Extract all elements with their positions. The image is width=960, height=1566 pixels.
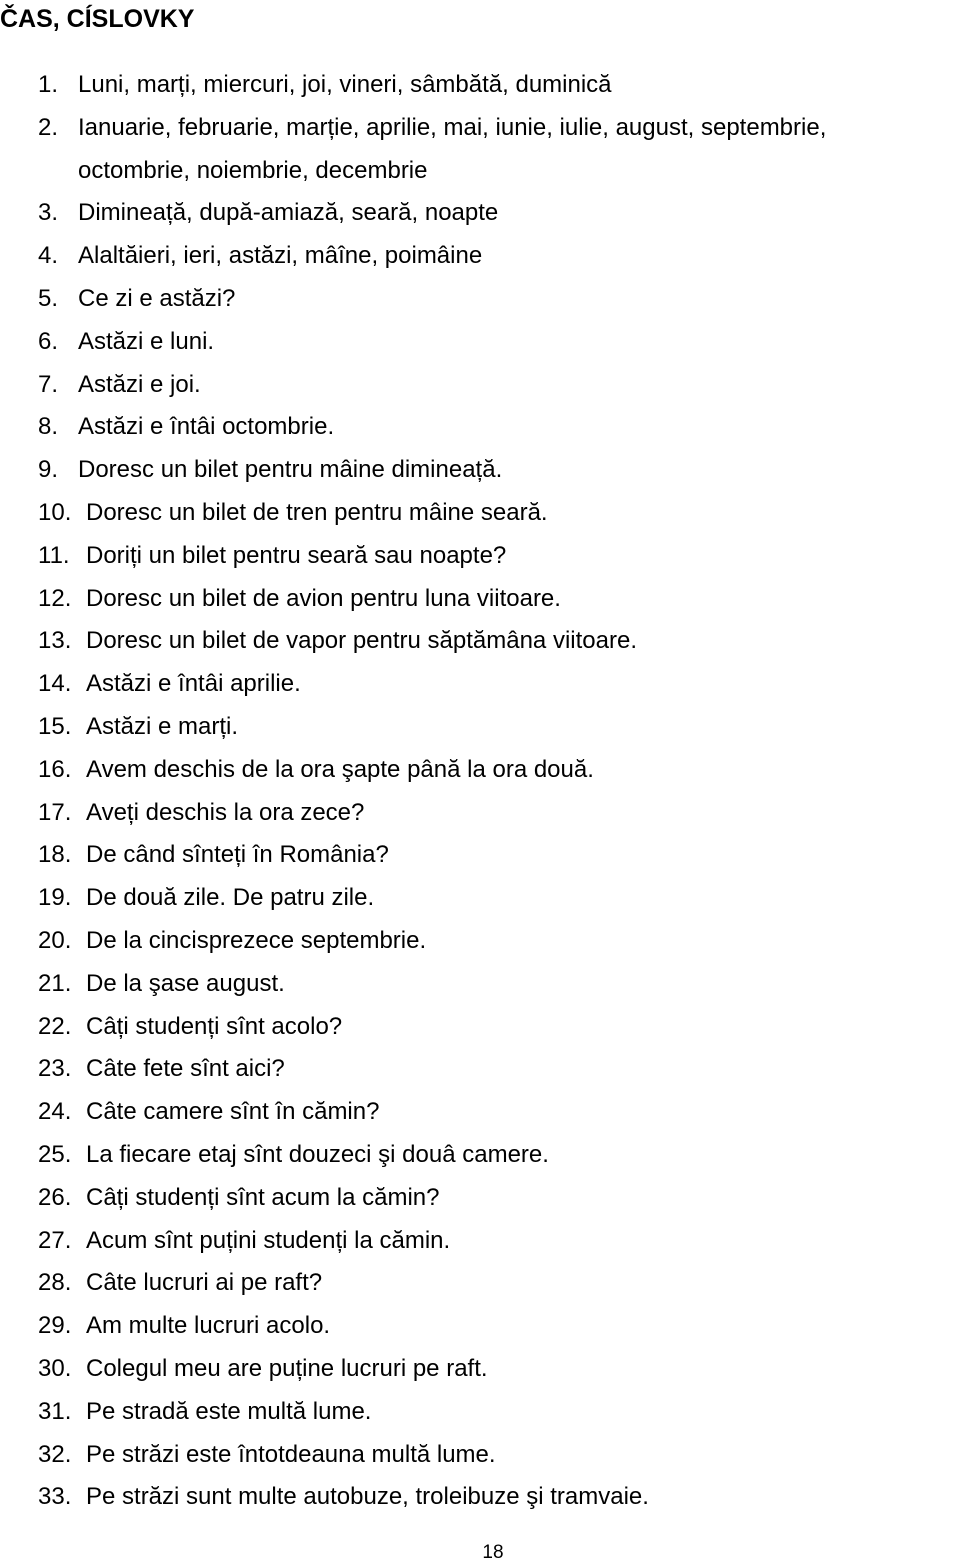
list-item-text: Luni, marți, miercuri, joi, vineri, sâmbătă, duminică: [78, 71, 612, 98]
list-item: [0, 535, 960, 578]
list-item: [0, 107, 960, 150]
list-item-text: Avem deschis de la ora şapte până la ora două.: [86, 755, 594, 783]
list-item: [0, 1048, 960, 1091]
list-item: [0, 1305, 960, 1348]
list-item-text: Acum sînt puțini studenți la cămin.: [86, 1226, 451, 1254]
list-item-number: 20.: [38, 926, 72, 954]
list-item: [0, 1006, 960, 1049]
list-item-number: 2.: [38, 113, 59, 141]
list-item-text: Doriți un bilet pentru seară sau noapte?: [86, 541, 507, 569]
list-item-number: 10.: [38, 498, 72, 526]
list-item-text: Colegul meu are puține lucruri pe raft.: [86, 1354, 488, 1382]
list-item-text: Astăzi e luni.: [78, 327, 215, 355]
list-item-text: Pe străzi sunt multe autobuze, troleibuze şi tramvaie.: [86, 1483, 649, 1511]
list-item: [0, 492, 960, 535]
list-item: [0, 578, 960, 621]
list-item-number: 17.: [38, 798, 72, 826]
list-item-text: Astăzi e întâi aprilie.: [86, 670, 301, 698]
list-item-text: Câte camere sînt în cămin?: [86, 1098, 380, 1126]
list-item: [0, 1434, 960, 1477]
list-item-text: octombrie, noiembrie, decembrie: [78, 156, 428, 184]
list-item: [0, 406, 960, 449]
list-item-number: 32.: [38, 1440, 72, 1468]
list-item-text: Astăzi e marți.: [86, 712, 239, 740]
list-item: [0, 920, 960, 963]
list-item-number: 13.: [38, 627, 72, 655]
list-item-number: 22.: [38, 1012, 72, 1040]
list-item: [0, 963, 960, 1006]
list-item: [0, 749, 960, 792]
list-item: [0, 663, 960, 706]
list-item-text: Doresc un bilet pentru mâine dimineață.: [78, 456, 503, 484]
list-item: [0, 1091, 960, 1134]
list-item-number: 11.: [38, 541, 70, 569]
list-item: [0, 449, 960, 492]
list-item-number: 27.: [38, 1226, 72, 1254]
list-item-number: 8.: [38, 413, 59, 441]
list-item-number: 5.: [38, 284, 59, 312]
list-item-text: Am multe lucruri acolo.: [86, 1312, 331, 1340]
list-item-number: 26.: [38, 1183, 72, 1211]
list-item-text: Ce zi e astăzi?: [78, 284, 236, 312]
list-item-text: La fiecare etaj sînt douzeci şi douâ camere.: [86, 1140, 549, 1168]
list-item: [0, 321, 960, 364]
list-item: [0, 792, 960, 835]
list-item-text: Dimineață, după-amiază, seară, noapte: [78, 199, 499, 227]
list-item-number: 4.: [38, 242, 59, 270]
list-item-text: De două zile. De patru zile.: [86, 884, 375, 912]
page-title: ČAS, CÍSLOVKY: [0, 5, 195, 33]
list-item-number: 7.: [38, 370, 59, 398]
list-item-number: 24.: [38, 1098, 72, 1126]
list-item: [0, 1177, 960, 1220]
list-item-number: 12.: [38, 584, 72, 612]
list-item-number: 28.: [38, 1269, 72, 1297]
list-item-text: Astăzi e întâi octombrie.: [78, 413, 335, 441]
list-item: [0, 278, 960, 321]
list-item-number: 33.: [38, 1483, 72, 1511]
list-item: [0, 834, 960, 877]
list-item-number: 18.: [38, 841, 72, 869]
list-item-text: Pe stradă este multă lume.: [86, 1397, 372, 1425]
list-item: [0, 1262, 960, 1305]
list-item-text: Doresc un bilet de vapor pentru săptămâna viitoare.: [86, 627, 637, 655]
list-item-text: Alaltăieri, ieri, astăzi, mâîne, poimâine: [78, 242, 483, 270]
list-item-number: 25.: [38, 1140, 72, 1168]
list-item-number: 31.: [38, 1397, 72, 1425]
list-item-number: 1.: [38, 71, 59, 98]
list-item-number: 29.: [38, 1312, 72, 1340]
page-number: 18: [482, 1542, 504, 1563]
list-item-number: 14.: [38, 670, 72, 698]
list-item: [0, 1220, 960, 1263]
list-item-number: 19.: [38, 884, 72, 912]
list-item-text: Doresc un bilet de avion pentru luna viitoare.: [86, 584, 561, 612]
list-item-number: 16.: [38, 755, 72, 783]
list-item-text: De la şase august.: [86, 969, 285, 997]
list-item: [0, 1348, 960, 1391]
list-item: [0, 235, 960, 278]
list-item-text: Aveți deschis la ora zece?: [86, 798, 365, 826]
list-item: [0, 877, 960, 920]
numbered-list: [0, 64, 960, 1519]
list-item-number: 23.: [38, 1055, 72, 1083]
list-item-number: 15.: [38, 712, 72, 740]
list-item: [0, 1134, 960, 1177]
list-item-number: 3.: [38, 199, 59, 227]
list-item: [0, 706, 960, 749]
list-item-text: Astăzi e joi.: [78, 370, 201, 398]
list-item: [0, 364, 960, 407]
list-item-number: 9.: [38, 456, 59, 484]
list-item-text: Doresc un bilet de tren pentru mâine seară.: [86, 498, 548, 526]
list-item-text: De când sînteți în România?: [86, 841, 389, 869]
list-item-text: Câți studenți sînt acum la cămin?: [86, 1183, 440, 1211]
list-item-number: 6.: [38, 327, 59, 355]
list-item-text: Câți studenți sînt acolo?: [86, 1012, 343, 1040]
list-item-text: De la cincisprezece septembrie.: [86, 926, 427, 954]
list-item-text: Câte lucruri ai pe raft?: [86, 1269, 323, 1297]
list-item-continuation: [0, 150, 960, 193]
list-item-number: 21.: [38, 969, 72, 997]
list-item-text: Ianuarie, februarie, marție, aprilie, mai, iunie, iulie, august, septembrie,: [78, 113, 827, 141]
list-item: [0, 1476, 960, 1519]
list-item-text: Câte fete sînt aici?: [86, 1055, 285, 1083]
list-item: [0, 64, 960, 107]
list-item: [0, 192, 960, 235]
list-item: [0, 1391, 960, 1434]
list-item: [0, 620, 960, 663]
list-item-text: Pe străzi este întotdeauna multă lume.: [86, 1440, 496, 1468]
list-item-number: 30.: [38, 1354, 72, 1382]
